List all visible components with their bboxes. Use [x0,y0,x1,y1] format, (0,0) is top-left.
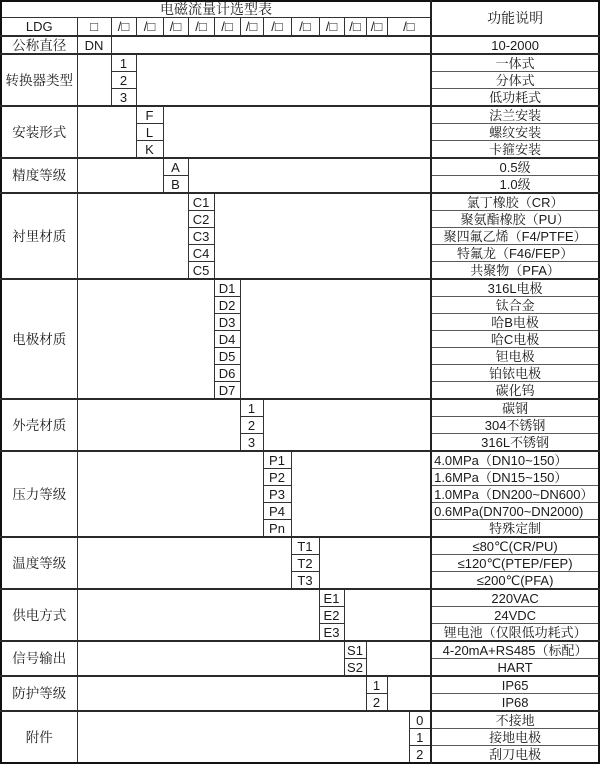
code-slot-box-12: /□ [387,18,431,37]
spacer-cell [77,451,263,537]
code-temperature-T2: T2 [291,555,319,572]
desc-electrode-4: 钽电极 [431,348,599,365]
spacer-cell [387,676,431,711]
code-accuracy-A: A [163,158,188,176]
code-protection-2: 2 [366,694,387,712]
code-electrode-D7: D7 [214,382,240,400]
model-prefix: LDG [1,18,77,37]
code-accessory-1: 1 [409,729,431,746]
code-accessory-2: 2 [409,746,431,764]
desc-liner-4: 共聚物（PFA） [431,262,599,280]
code-installation-L: L [136,124,163,141]
spacer-cell [214,193,431,279]
spacer-cell [163,106,431,158]
function-desc-header: 功能说明 [431,1,599,36]
code-power-E1: E1 [319,589,344,607]
code-signal-S1: S1 [344,641,366,659]
desc-pressure-0: 4.0MPa（DN10~150） [431,451,599,469]
desc-liner-2: 聚四氟乙烯（F4/PTFE） [431,228,599,245]
code-liner-C5: C5 [188,262,214,280]
desc-power-1: 24VDC [431,607,599,624]
model-first-box: □ [77,18,111,37]
code-slot-box-5: /□ [214,18,240,37]
code-power-E2: E2 [319,607,344,624]
desc-pressure-1: 1.6MPa（DN15~150） [431,469,599,486]
desc-temperature-1: ≤120℃(PTEP/FEP) [431,555,599,572]
section-label-liner: 衬里材质 [1,193,77,279]
spacer-cell [77,589,319,641]
code-electrode-D5: D5 [214,348,240,365]
desc-converter-type-2: 低功耗式 [431,89,599,107]
code-installation-F: F [136,106,163,124]
code-housing-2: 2 [240,417,263,434]
section-label-protection: 防护等级 [1,676,77,711]
desc-temperature-2: ≤200℃(PFA) [431,572,599,590]
section-label-signal: 信号输出 [1,641,77,676]
desc-accessory-0: 不接地 [431,711,599,729]
code-slot-box-10: /□ [344,18,366,37]
code-slot-box-6: /□ [240,18,263,37]
section-label-diameter: 公称直径 [1,36,77,54]
code-slot-box-11: /□ [366,18,387,37]
code-slot-box-1: /□ [111,18,136,37]
spacer-cell [77,106,136,158]
code-accessory-0: 0 [409,711,431,729]
code-liner-C4: C4 [188,245,214,262]
code-diameter-DN: DN [77,36,111,54]
desc-housing-0: 碳钢 [431,399,599,417]
code-liner-C3: C3 [188,228,214,245]
desc-installation-0: 法兰安装 [431,106,599,124]
code-temperature-T1: T1 [291,537,319,555]
spacer-cell [77,54,111,106]
code-pressure-P4: P4 [263,503,291,520]
section-label-installation: 安装形式 [1,106,77,158]
desc-protection-0: IP65 [431,676,599,694]
selection-table-body [1,1,599,763]
desc-electrode-2: 哈B电极 [431,314,599,331]
spacer-cell [77,193,188,279]
desc-converter-type-0: 一体式 [431,54,599,72]
spacer-cell [77,711,409,763]
desc-accuracy-0: 0.5级 [431,158,599,176]
desc-electrode-3: 哈C电极 [431,331,599,348]
spacer-cell [263,399,431,451]
code-converter-type-3: 3 [111,89,136,107]
code-slot-box-9: /□ [319,18,344,37]
desc-converter-type-1: 分体式 [431,72,599,89]
code-installation-K: K [136,141,163,159]
desc-installation-2: 卡箍安装 [431,141,599,159]
code-signal-S2: S2 [344,659,366,677]
code-housing-3: 3 [240,434,263,452]
desc-protection-1: IP68 [431,694,599,712]
section-label-pressure: 压力等级 [1,451,77,537]
spacer-cell [188,158,431,193]
desc-pressure-2: 1.0MPa（DN200~DN600） [431,486,599,503]
code-liner-C1: C1 [188,193,214,211]
desc-temperature-0: ≤80℃(CR/PU) [431,537,599,555]
code-pressure-Pn: Pn [263,520,291,538]
code-converter-type-1: 1 [111,54,136,72]
code-electrode-D4: D4 [214,331,240,348]
code-liner-C2: C2 [188,211,214,228]
desc-housing-1: 304不锈钢 [431,417,599,434]
section-label-accuracy: 精度等级 [1,158,77,193]
code-slot-box-8: /□ [291,18,319,37]
code-electrode-D1: D1 [214,279,240,297]
spacer-cell [77,641,344,676]
desc-electrode-6: 碳化钨 [431,382,599,400]
desc-signal-0: 4-20mA+RS485（标配） [431,641,599,659]
spacer-cell [136,54,431,106]
spacer-cell [77,399,240,451]
code-housing-1: 1 [240,399,263,417]
code-protection-1: 1 [366,676,387,694]
section-label-power: 供电方式 [1,589,77,641]
code-accuracy-B: B [163,176,188,194]
code-electrode-D6: D6 [214,365,240,382]
desc-signal-1: HART [431,659,599,677]
code-temperature-T3: T3 [291,572,319,590]
desc-accessory-2: 刮刀电极 [431,746,599,764]
code-pressure-P2: P2 [263,469,291,486]
code-slot-box-7: /□ [263,18,291,37]
desc-power-0: 220VAC [431,589,599,607]
code-slot-box-4: /□ [188,18,214,37]
desc-pressure-4: 特殊定制 [431,520,599,538]
code-pressure-P1: P1 [263,451,291,469]
desc-liner-1: 聚氨酯橡胶（PU） [431,211,599,228]
code-slot-box-3: /□ [163,18,188,37]
desc-housing-2: 316L不锈钢 [431,434,599,452]
desc-diameter-0: 10-2000 [431,36,599,54]
code-electrode-D3: D3 [214,314,240,331]
table-title: 电磁流量计选型表 [1,1,431,18]
spacer-cell [366,641,431,676]
spacer-cell [319,537,431,589]
desc-electrode-5: 铂铱电极 [431,365,599,382]
spacer-cell [77,676,366,711]
desc-liner-0: 氯丁橡胶（CR） [431,193,599,211]
desc-power-2: 锂电池（仅限低功耗式） [431,624,599,642]
code-slot-box-2: /□ [136,18,163,37]
desc-pressure-3: 0.6MPa(DN700~DN2000) [431,503,599,520]
section-label-converter-type: 转换器类型 [1,54,77,106]
spacer-cell [77,158,163,193]
spacer-cell [344,589,431,641]
section-label-housing: 外壳材质 [1,399,77,451]
code-power-E3: E3 [319,624,344,642]
desc-installation-1: 螺纹安装 [431,124,599,141]
spacer-cell [291,451,431,537]
spacer-cell [77,279,214,399]
code-pressure-P3: P3 [263,486,291,503]
spacer-cell [77,537,291,589]
desc-accuracy-1: 1.0级 [431,176,599,194]
section-label-accessory: 附件 [1,711,77,763]
section-label-electrode: 电极材质 [1,279,77,399]
desc-electrode-0: 316L电极 [431,279,599,297]
code-converter-type-2: 2 [111,72,136,89]
section-label-temperature: 温度等级 [1,537,77,589]
spacer-cell [111,36,431,54]
code-electrode-D2: D2 [214,297,240,314]
desc-liner-3: 特氟龙（F46/FEP） [431,245,599,262]
desc-accessory-1: 接地电极 [431,729,599,746]
spacer-cell [240,279,431,399]
desc-electrode-1: 钛合金 [431,297,599,314]
